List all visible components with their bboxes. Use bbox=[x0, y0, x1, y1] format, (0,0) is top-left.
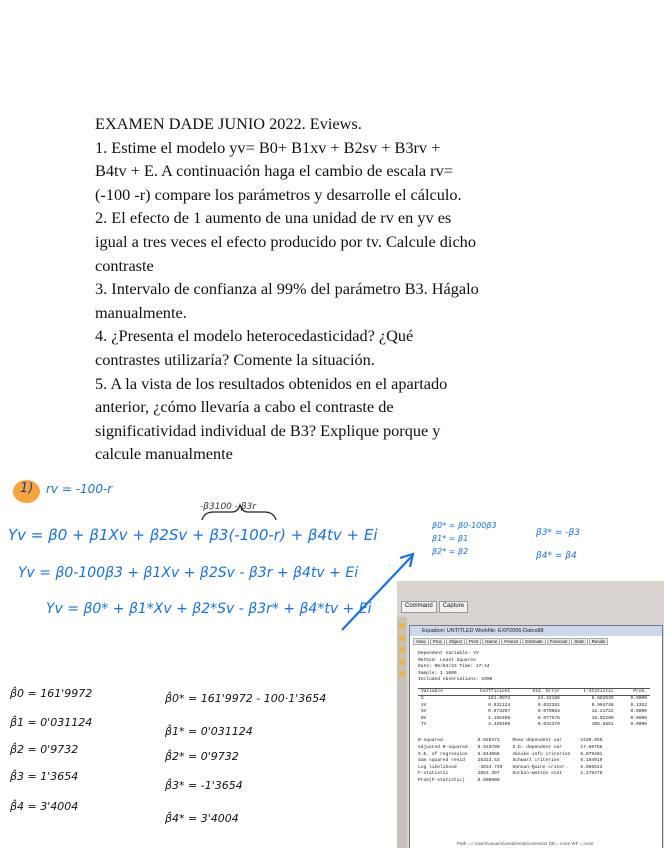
question-marker: 1) bbox=[20, 481, 34, 496]
equation-1: Yv = β0 + β1Xv + β2Sv + β3(-100-r) + β4tv + Ei bbox=[8, 526, 378, 544]
estimate-left: β̂4 = 3'4004 bbox=[10, 800, 79, 813]
status-bar: Path = c:\users\usuario\onedrive\documentos DB = none WF = none bbox=[457, 841, 594, 846]
equation-window-title: Equation: UNTITLED Workfile: EXP2006-Datos88 bbox=[410, 626, 662, 636]
object-icon[interactable] bbox=[399, 659, 405, 665]
table-cell: 0.0000 bbox=[630, 696, 647, 702]
exam-line: manualmente. bbox=[95, 302, 187, 322]
toolbar-name-button[interactable]: Name bbox=[482, 638, 500, 645]
toolbar-stats-button[interactable]: Stats bbox=[571, 638, 587, 645]
stat-label: F-statistic bbox=[418, 771, 449, 777]
exam-line: 4. ¿Presenta el modelo heterocedasticidad? ¿Qué bbox=[95, 326, 414, 346]
stat-value: 5.086613 bbox=[580, 764, 603, 770]
object-icon[interactable] bbox=[399, 647, 405, 653]
toolbar-object-button[interactable]: Object bbox=[446, 638, 465, 645]
toolbar-resids-button[interactable]: Resids bbox=[589, 638, 609, 645]
regression-output bbox=[410, 647, 662, 789]
column-header: Std. Error bbox=[513, 688, 563, 695]
estimate-left: β̂1 = 0'031124 bbox=[10, 716, 93, 729]
stat-value: 6.104019 bbox=[580, 758, 603, 764]
toolbar-estimate-button[interactable]: Estimate bbox=[522, 638, 546, 645]
table-cell: TV bbox=[421, 722, 427, 727]
table-cell: 0.0000 bbox=[630, 709, 647, 715]
exam-line: EXAMEN DADE JUNIO 2022. Eviews. bbox=[95, 114, 362, 133]
column-header: Prob. bbox=[617, 688, 650, 695]
equation-2: Yv = β0-100β3 + β1Xv + β2Sv - β3r + β4tv + Ei bbox=[18, 565, 359, 581]
param-def: β1* = β1 bbox=[432, 534, 469, 543]
stat-value: 0.919780 bbox=[477, 745, 500, 750]
stat-label: Hannan-Quinn criter. bbox=[512, 764, 568, 770]
stat-label: Adjusted R-squared bbox=[418, 745, 468, 750]
exam-line: (-100 -r) compare los parámetros y desarrolle el cálculo. bbox=[95, 184, 462, 204]
table-cell: 105.6651 bbox=[591, 722, 614, 727]
column-header: Variable bbox=[418, 688, 460, 695]
table-cell: SV bbox=[421, 709, 427, 715]
stats-labels bbox=[418, 738, 468, 784]
object-icon[interactable] bbox=[399, 623, 405, 629]
stat-value: 2.178478 bbox=[580, 771, 603, 777]
tab-capture[interactable]: Capture bbox=[439, 601, 468, 613]
exam-line: 1. Estime el modelo yv= B0+ B1xv + B2sv + B3rv + bbox=[95, 137, 441, 157]
object-icon[interactable] bbox=[399, 671, 405, 677]
table-cell: 0.0000 bbox=[630, 722, 647, 727]
column-header: t-Statistic bbox=[563, 688, 617, 695]
stats-labels-2 bbox=[512, 738, 570, 784]
toolbar-forecast-button[interactable]: Forecast bbox=[547, 638, 571, 645]
param-def: β3* = -β3 bbox=[536, 528, 580, 538]
table-cell: 6.682538 bbox=[591, 696, 614, 702]
table-cell: 0.032370 bbox=[537, 722, 560, 727]
table-cell: 1.165409 bbox=[488, 715, 511, 721]
output-header-line: Sample: 1 1000 bbox=[418, 670, 457, 676]
eviews-screenshot bbox=[397, 581, 664, 848]
toolbar-freeze-button[interactable]: Freeze bbox=[501, 638, 521, 645]
equation-toolbar bbox=[410, 636, 662, 647]
table-cell: XV bbox=[421, 702, 427, 708]
regression-stats bbox=[418, 738, 654, 784]
table-header-row bbox=[418, 688, 650, 695]
param-def: β4* = β4 bbox=[536, 551, 577, 561]
output-header-line: Dependent Variable: YV bbox=[418, 651, 479, 656]
estimate-right: β̂2* = 0'9732 bbox=[165, 750, 239, 763]
eviews-tabs bbox=[401, 601, 468, 613]
table-cell: C bbox=[421, 696, 424, 702]
stat-label: Sum squared resid bbox=[418, 758, 465, 764]
estimate-left: β̂3 = 1'3654 bbox=[10, 770, 79, 783]
table-cell: 3.420409 bbox=[488, 722, 511, 727]
stat-value: 25323.53 bbox=[477, 758, 500, 764]
stat-value: 5.044066 bbox=[477, 751, 500, 757]
exam-line: B4tv + E. A continuación haga el cambio de escala rv= bbox=[95, 161, 453, 181]
param-def: β2* = β2 bbox=[432, 547, 469, 556]
equation-3: Yv = β0* + β1*Xv + β2*Sv - β3r* + β4*tv + Ei bbox=[46, 601, 372, 617]
rv-scale-change: rv = -100-r bbox=[46, 482, 113, 496]
toolbar-view-button[interactable]: View bbox=[413, 638, 429, 645]
stat-value: -3034.749 bbox=[477, 764, 503, 770]
estimate-left: β̂2 = 0'9732 bbox=[10, 743, 79, 756]
stat-value: 17.80758 bbox=[580, 745, 603, 750]
stats-values bbox=[478, 738, 503, 784]
column-header: Coefficient bbox=[460, 688, 514, 695]
exam-line: 2. El efecto de 1 aumento de una unidad de rv en yv es bbox=[95, 208, 452, 228]
table-row bbox=[418, 722, 650, 728]
exam-line: contraste bbox=[95, 255, 154, 275]
exam-line: contrastes utilizaría? Comente la situación. bbox=[95, 349, 375, 369]
output-header-line: Date: 05/04/23 Time: 17:44 bbox=[418, 664, 490, 670]
exam-line: 5. A la vista de los resultados obtenidos en el apartado bbox=[95, 373, 448, 393]
output-header-line: Included observations: 1000 bbox=[418, 677, 493, 683]
stat-value: 2853.397 bbox=[477, 771, 500, 777]
stat-label: Mean dependent var bbox=[512, 738, 563, 744]
coefficient-table bbox=[418, 688, 650, 728]
stat-value: 2430.959 bbox=[580, 738, 603, 744]
table-cell: 24.24188 bbox=[537, 696, 560, 702]
brace-stroke bbox=[202, 505, 276, 520]
exam-line: 3. Intervalo de confianza al 99% del parámetro B3. Hágalo bbox=[95, 279, 479, 299]
table-cell: 0.032261 bbox=[537, 702, 560, 708]
stat-label: S.D. dependent var bbox=[512, 745, 563, 750]
estimate-right: β̂4* = 3'4004 bbox=[165, 812, 239, 825]
estimate-right: β̂0* = 161'9972 - 100·1'3654 bbox=[165, 692, 327, 705]
equation-window bbox=[409, 625, 663, 848]
table-cell: 0.3352 bbox=[630, 702, 647, 708]
exam-line: anterior, ¿cómo llevaría a cabo el contraste de bbox=[95, 397, 394, 417]
stat-value: 0.000000 bbox=[477, 777, 500, 783]
stat-label: Log likelihood bbox=[418, 764, 457, 770]
stat-label: Akaike info criterion bbox=[512, 751, 571, 757]
table-cell: 0.973267 bbox=[488, 709, 511, 715]
stat-label: Prob(F-statistic) bbox=[418, 777, 465, 783]
brace-label: -β3100 - β3r bbox=[200, 502, 257, 512]
exam-line: calcule manualmente bbox=[95, 444, 233, 464]
exam-line: igual a tres veces el efecto producido por tv. Calcule dicho bbox=[95, 231, 476, 251]
stat-value: 6.079491 bbox=[580, 751, 603, 757]
estimate-left: β̂0 = 161'9972 bbox=[10, 687, 93, 700]
table-cell: 0.964748 bbox=[591, 702, 614, 708]
toolbar-print-button[interactable]: Print bbox=[466, 638, 481, 645]
stat-value: 0.920371 bbox=[477, 738, 500, 744]
stat-label: Durbin-Watson stat bbox=[512, 771, 563, 777]
exam-line: significatividad individual de B3? Explique porque y bbox=[95, 420, 441, 440]
table-cell: 0.0000 bbox=[630, 715, 647, 721]
table-cell: 12.21722 bbox=[591, 709, 614, 715]
estimate-right: β̂3* = -1'3654 bbox=[165, 779, 243, 792]
stat-label: Schwarz criterion bbox=[512, 758, 560, 764]
stat-label: S.E. of regression bbox=[418, 751, 468, 757]
table-cell: 0.077575 bbox=[537, 715, 560, 721]
stats-values-2 bbox=[580, 738, 602, 784]
table-cell: 0.079663 bbox=[537, 709, 560, 715]
stat-label: R-squared bbox=[418, 738, 443, 744]
tab-command[interactable]: Command bbox=[401, 601, 437, 613]
output-header-line: Method: Least Squares bbox=[418, 657, 476, 663]
table-cell: 15.02290 bbox=[591, 715, 614, 721]
table-cell: 0.031124 bbox=[488, 702, 511, 708]
object-icon[interactable] bbox=[399, 635, 405, 641]
estimate-right: β̂1* = 0'031124 bbox=[165, 725, 253, 738]
toolbar-proc-button[interactable]: Proc bbox=[430, 638, 445, 645]
table-row bbox=[418, 696, 650, 703]
table-cell: 161.9972 bbox=[488, 696, 511, 702]
param-def: β0* = β0-100β3 bbox=[432, 521, 497, 530]
table-cell: RV bbox=[421, 715, 427, 721]
workfile-sidebar bbox=[397, 617, 407, 848]
